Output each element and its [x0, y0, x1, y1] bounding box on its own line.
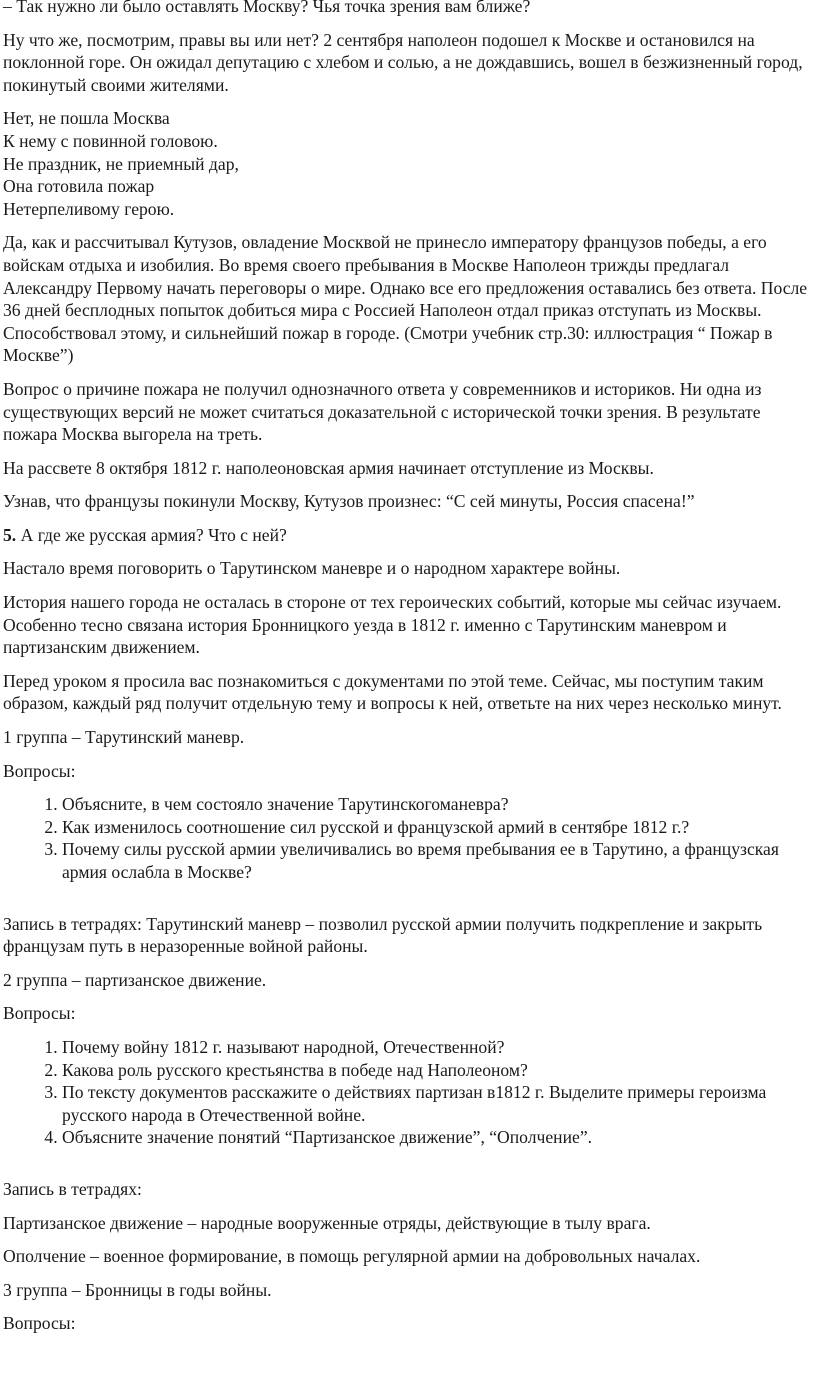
- group-1-questions-list: [3, 793, 811, 883]
- poem-line: Не праздник, не приемный дар,: [3, 153, 239, 174]
- group-1-title: 1 группа – Тарутинский маневр.: [3, 727, 245, 748]
- list-item: 1. Объясните, в чем состояло значение Тарутинскогоманевра?: [62, 793, 811, 816]
- intro-question: – Так нужно ли было оставлять Москву? Чья точка зрения вам ближе?: [3, 0, 531, 16]
- group-1-questions-label: Вопросы:: [3, 760, 76, 781]
- group-2-notebook-label: Запись в тетрадях:: [3, 1178, 142, 1199]
- poem: [3, 107, 811, 220]
- paragraph-tarutino-intro: Настало время поговорить о Тарутинском маневре и о народном характере войны.: [3, 558, 621, 579]
- definition-militia: Ополчение – военное формирование, в помощь регулярной армии на добровольных началах.: [3, 1246, 701, 1267]
- section-5-heading: [3, 524, 811, 547]
- list-item: 2. Как изменилось соотношение сил русской и французской армий в сентябре 1812 г.?: [62, 816, 811, 839]
- group-2-title: 2 группа – партизанское движение.: [3, 969, 267, 990]
- document-page: [3, 0, 811, 1346]
- group-3-title: 3 группа – Бронницы в годы войны.: [3, 1279, 272, 1300]
- list-item: 3. Почему силы русской армии увеличивались во время пребывания ее в Тарутино, а французская армия ослабла в Москве?: [62, 838, 811, 883]
- intro-napoleon-arrival: Ну что же, посмотрим, правы вы или нет? 2 сентября наполеон подошел к Москве и остановился на поклонной горе. Он ожидал депутацию с хлебом и солью, а не дождавшись, вошел в безжизненный город, покинутый своими жителями.: [3, 29, 803, 95]
- group-3-questions-label: Вопросы:: [3, 1313, 76, 1334]
- group-2-questions-list: [3, 1036, 811, 1149]
- list-item: 4. Объясните значение понятий “Партизанское движение”, “Ополчение”.: [62, 1126, 811, 1149]
- poem-line: Нетерпеливому герою.: [3, 198, 175, 219]
- paragraph-retreat: На рассвете 8 октября 1812 г. наполеоновская армия начинает отступление из Москвы.: [3, 457, 654, 478]
- poem-line: К нему с повинной головою.: [3, 130, 218, 151]
- paragraph-lesson-task: Перед уроком я просила вас познакомиться с документами по этой теме. Сейчас, мы поступим таким образом, каждый ряд получит отдельную тему и вопросы к ней, ответьте на них через несколько минут.: [3, 670, 782, 714]
- list-item: 1. Почему войну 1812 г. называют народной, Отечественной?: [62, 1036, 811, 1059]
- section-5-number: 5.: [3, 524, 17, 545]
- paragraph-town-history: История нашего города не осталась в стороне от тех героических событий, которые мы сейчас изучаем. Особенно тесно связана история Бронницкого уезда в 1812 г. именно с Тарутинским маневром и партизанским движением.: [3, 592, 782, 658]
- list-item: 2. Какова роль русского крестьянства в победе над Наполеоном?: [62, 1059, 811, 1082]
- section-5-text: А где же русская армия? Что с ней?: [16, 524, 287, 545]
- poem-line: Она готовила пожар: [3, 176, 155, 197]
- paragraph-kutuzov-quote: Узнав, что французы покинули Москву, Кутузов произнес: “С сей минуты, Россия спасена!”: [3, 491, 695, 512]
- definition-partisan: Партизанское движение – народные вооруженные отряды, действующие в тылу врага.: [3, 1212, 651, 1233]
- paragraph-kutuzov-moscow: Да, как и рассчитывал Кутузов, овладение Москвой не принесло императору французов победы, а его войскам отдыха и изобилия. Во время своего пребывания в Москве Наполеон трижды предлагал Александру Первому начать переговоры о мире. Однако все его предложения оставались без ответа. После 36 дней бесплодных попыток добиться мира с Россией Наполеон отдал приказ отступать из Москвы. Способствовал этому, и сильнейший пожар в городе. (Смотри учебник стр.30: иллюстрация “ Пожар в Москве”): [3, 232, 808, 366]
- group-1-notebook: Запись в тетрадях: Тарутинский маневр – позволил русской армии получить подкрепление и закрыть французам путь в неразоренные войной районы.: [3, 913, 763, 957]
- poem-line: Нет, не пошла Москва: [3, 108, 170, 129]
- list-item: 3. По тексту документов расскажите о действиях партизан в1812 г. Выделите примеры героизма русского народа в Отечественной войне.: [62, 1081, 811, 1126]
- paragraph-fire-cause: Вопрос о причине пожара не получил однозначного ответа у современников и историков. Ни одна из существующих версий не может считаться доказательной с исторической точки зрения. В результате пожара Москва выгорела на треть.: [3, 378, 762, 445]
- group-2-questions-label: Вопросы:: [3, 1003, 76, 1024]
